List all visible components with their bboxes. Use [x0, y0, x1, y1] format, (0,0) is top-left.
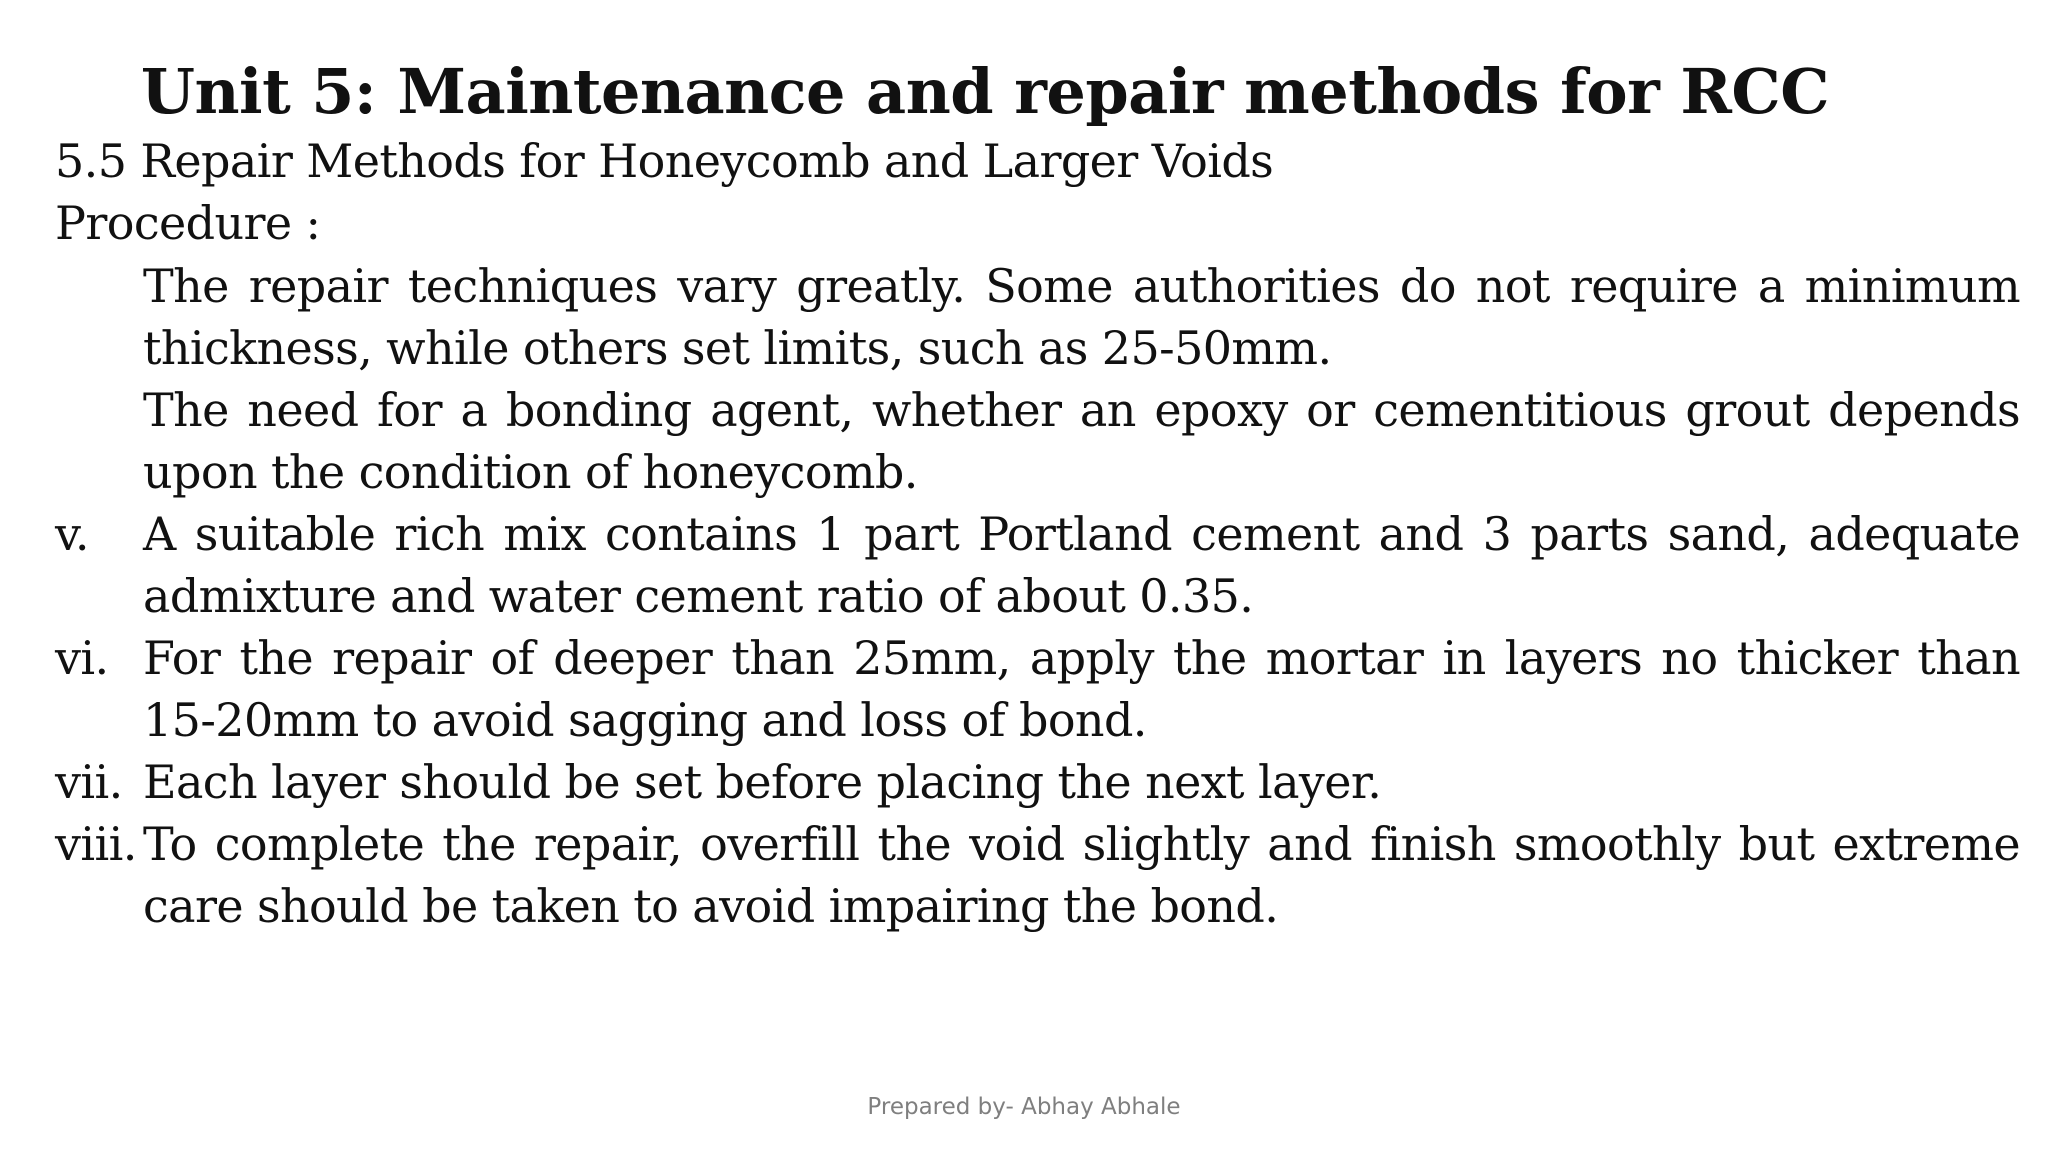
- list-item: [55, 255, 2020, 379]
- list-item: [55, 751, 2020, 813]
- list-item: [55, 379, 2020, 503]
- list-item-text: The need for a bonding agent, whether an epoxy or cementitious grout depends upon the condition of honeycomb.: [143, 383, 2020, 499]
- list-item-marker: vi.: [55, 631, 109, 685]
- section-heading: 5.5 Repair Methods for Honeycomb and Larger Voids: [55, 134, 1274, 188]
- list-item-text: The repair techniques vary greatly. Some authorities do not require a minimum thickness, while others set limits, such as 25-50mm.: [143, 259, 2020, 375]
- list-item: [55, 503, 2020, 627]
- list-item: [55, 627, 2020, 751]
- list-item-marker: vii.: [55, 755, 123, 809]
- list-item-text: To complete the repair, overfill the void slightly and finish smoothly but extreme care should be taken to avoid impairing the bond.: [143, 817, 2020, 933]
- list-item-marker: viii.: [55, 817, 137, 871]
- list-item-text: A suitable rich mix contains 1 part Portland cement and 3 parts sand, adequate admixture and water cement ratio of about 0.35.: [143, 507, 2020, 623]
- list-item-text: For the repair of deeper than 25mm, apply the mortar in layers no thicker than 15-20mm to avoid sagging and loss of bond.: [143, 631, 2020, 747]
- list-item-marker: v.: [55, 507, 89, 561]
- list-item-text: Each layer should be set before placing the next layer.: [143, 755, 1382, 809]
- slide-title: Unit 5: Maintenance and repair methods for RCC: [140, 55, 1830, 128]
- footer-credit: Prepared by- Abhay Abhale: [867, 1094, 1181, 1120]
- list-item: [55, 813, 2020, 937]
- procedure-label: Procedure :: [55, 196, 321, 250]
